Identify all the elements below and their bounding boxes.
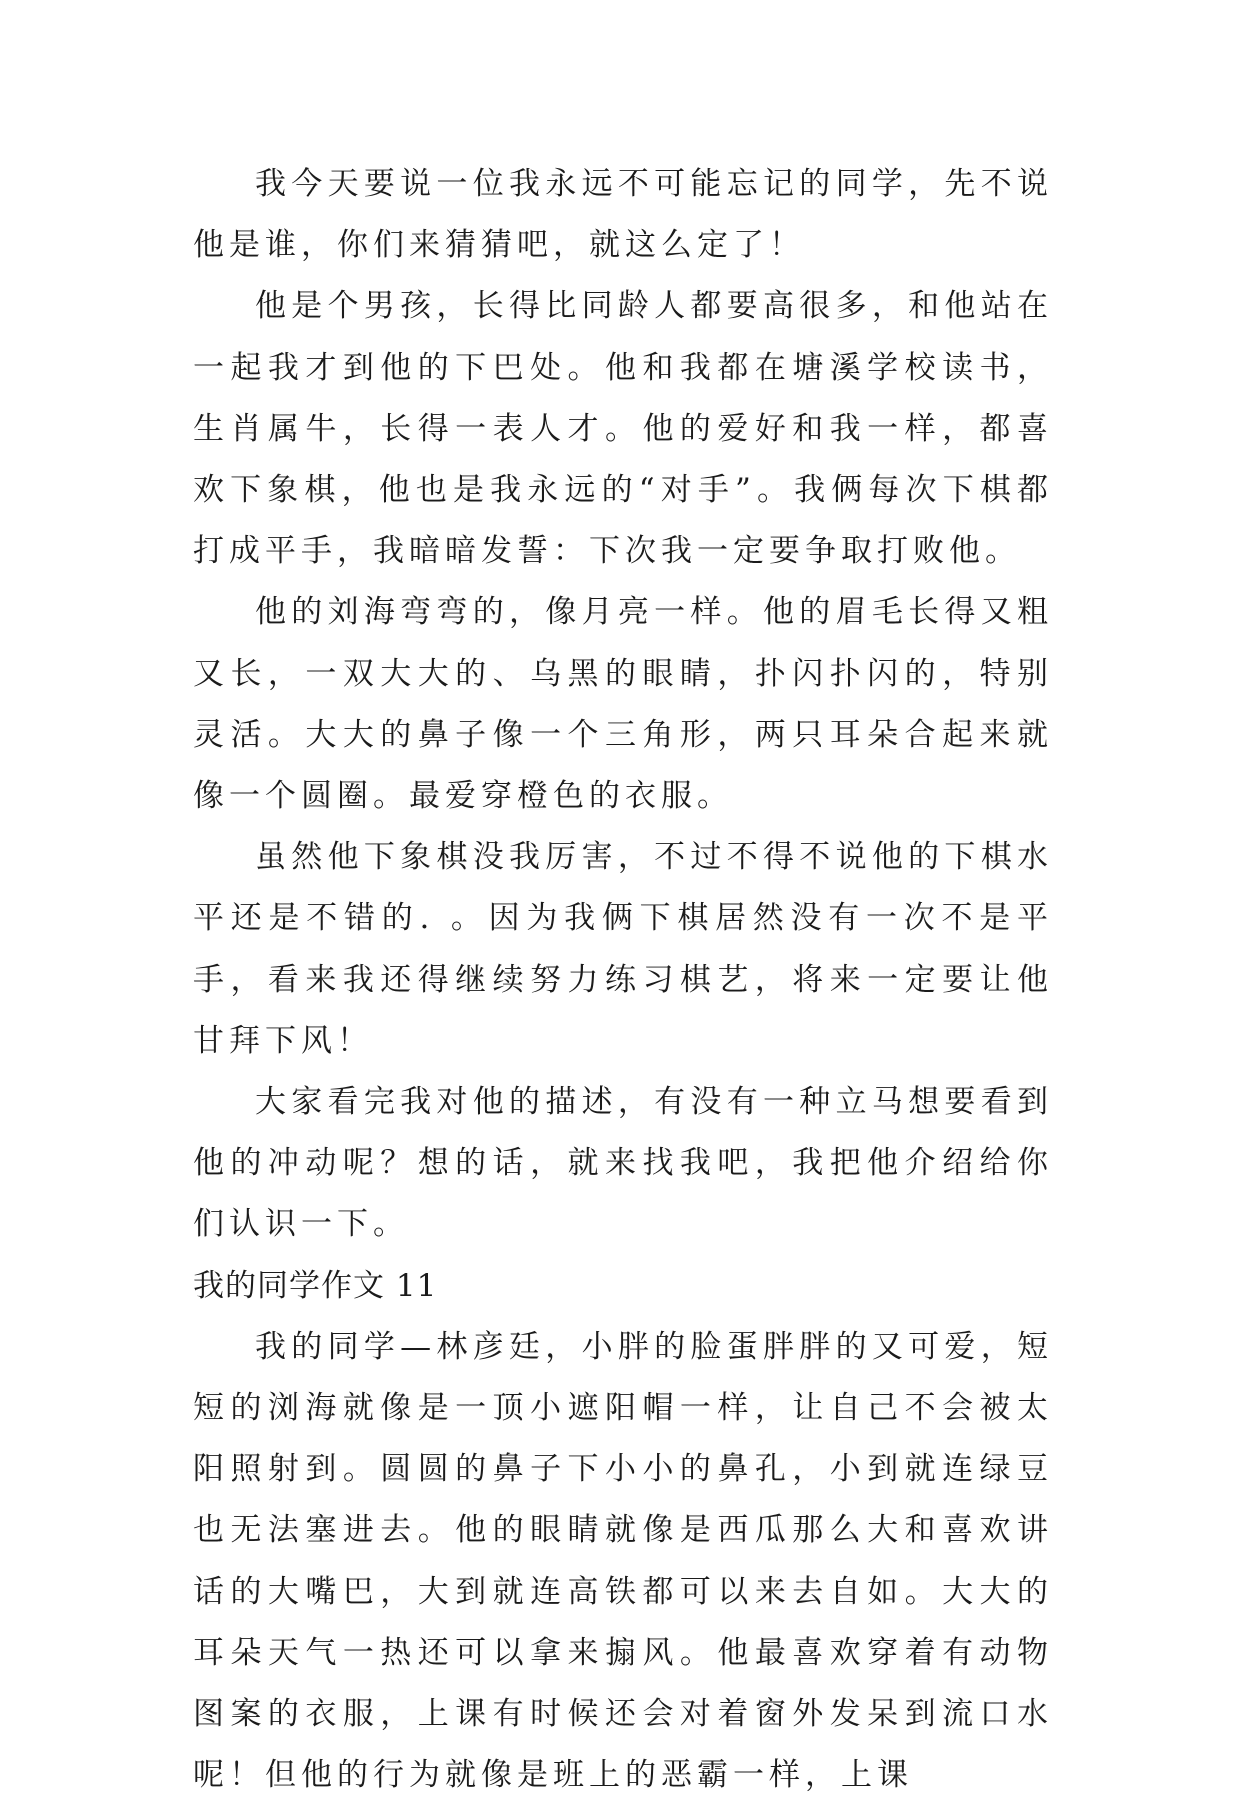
- paragraph-3: 他的刘海弯弯的，像月亮一样。他的眉毛长得又粗又长，一双大大的、乌黑的眼睛，扑闪扑闪的，特别灵活。大大的鼻子像一个三角形，两只耳朵合起来就像一个圆圈。最爱穿橙色的衣服。: [193, 594, 1053, 815]
- paragraph-1: 我今天要说一位我永远不可能忘记的同学，先不说他是谁，你们来猜猜吧，就这么定了！: [193, 166, 1053, 264]
- document-body: [193, 154, 1053, 1806]
- paragraph-6: 我的同学—林彦廷，小胖的脸蛋胖胖的又可爱，短短的浏海就像是一顶小遮阳帽一样，让自己不会被太阳照射到。圆圆的鼻子下小小的鼻孔，小到就连绿豆也无法塞进去。他的眼睛就像是西瓜那么大和喜欢讲话的大嘴巴，大到就连高铁都可以来去自如。大大的耳朵天气一热还可以拿来搧风。他最喜欢穿着有动物图案的衣服，上课有时候还会对着窗外发呆到流口水呢！但他的行为就像是班上的恶霸一样，上课: [193, 1328, 1053, 1794]
- paragraph-2: 他是个男孩，长得比同龄人都要高很多，和他站在一起我才到他的下巴处。他和我都在塘溪学校读书，生肖属牛，长得一表人才。他的爱好和我一样，都喜欢下象棋，他也是我永远的“对手”。我俩每次下棋都打成平手，我暗暗发誓：下次我一定要争取打败他。: [193, 288, 1053, 570]
- section-title: 我的同学作文 11: [193, 1267, 438, 1304]
- paragraph-4: 虽然他下象棋没我厉害，不过不得不说他的下棋水平还是不错的. 。因为我俩下棋居然没有一次不是平手，看来我还得继续努力练习棋艺，将来一定要让他甘拜下风！: [193, 839, 1053, 1059]
- paragraph-5: 大家看完我对他的描述，有没有一种立马想要看到他的冲动呢？想的话，就来找我吧，我把他介绍给你们认识一下。: [193, 1084, 1053, 1243]
